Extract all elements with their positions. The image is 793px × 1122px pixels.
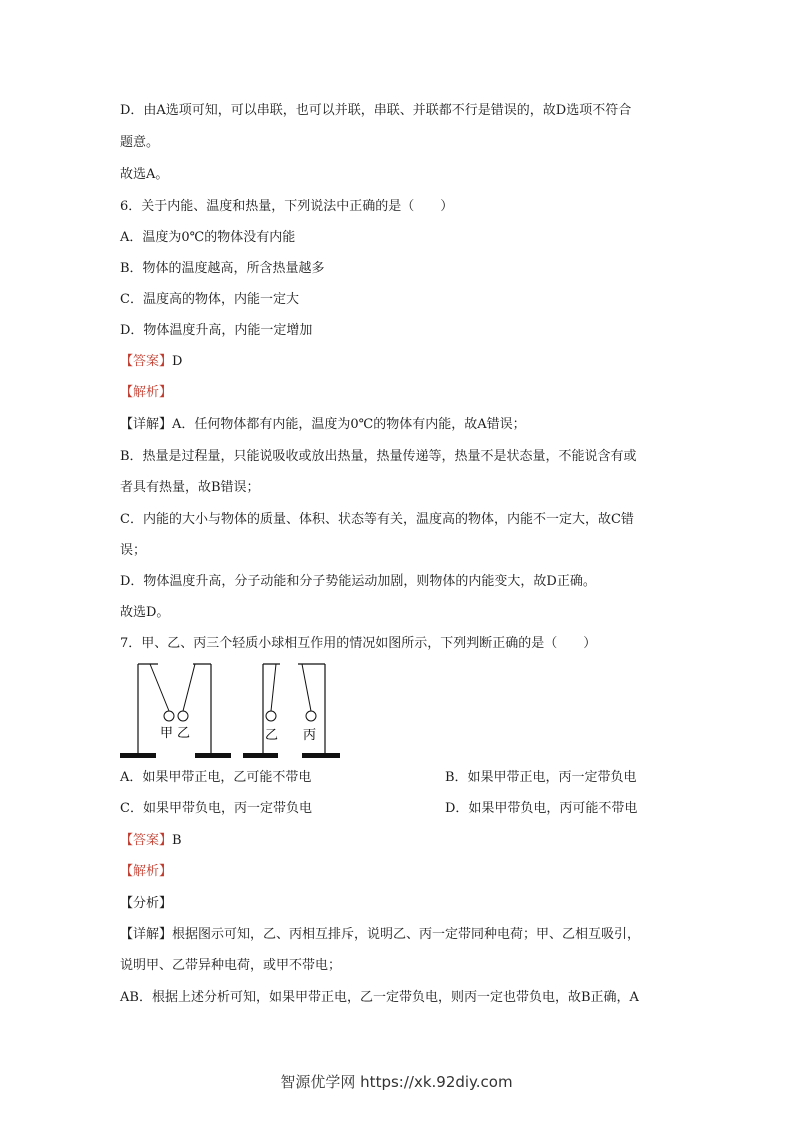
- answer-value: B: [172, 833, 182, 848]
- ball-label-yi: 乙: [177, 726, 191, 741]
- question-6-stem: 6．关于内能、温度和热量，下列说法中正确的是（ ）: [120, 199, 454, 214]
- q6-detail: [120, 416, 526, 434]
- text-line: 误；: [120, 543, 147, 558]
- right-stand: [243, 664, 340, 758]
- q7-option-a: A．如果甲带正电，乙可能不带电: [120, 770, 312, 785]
- left-stand: [120, 664, 231, 758]
- suspended-balls-figure: [118, 660, 350, 764]
- detail-tag: 【详解】: [120, 927, 173, 942]
- q7-option-c: C．如果甲带负电，丙一定带负电: [120, 801, 312, 816]
- q6-option-b: B．物体的温度越高，所含热量越多: [120, 261, 325, 276]
- answer-tag: 【答案】: [120, 833, 173, 848]
- text-line: D．由A选项可知，可以串联，也可以并联，串联、并联都不行是错误的，故D选项不符合: [120, 103, 632, 118]
- q7-answer: [120, 832, 182, 850]
- detail-text: 根据图示可知，乙、丙相互排斥，说明乙、丙一定带同种电荷；甲、乙相互吸引，: [172, 927, 641, 942]
- ball-label-bing: 丙: [303, 728, 317, 743]
- q6-answer: [120, 353, 182, 371]
- answer-value: D: [172, 354, 183, 369]
- q6-option-a: A．温度为0℃的物体没有内能: [120, 230, 296, 245]
- text-line: C．内能的大小与物体的质量、体积、状态等有关，温度高的物体，内能不一定大，故C错: [120, 512, 634, 527]
- detail-tag: 【详解】: [120, 417, 173, 432]
- q7-fenxi-tag: 【分析】: [120, 896, 173, 911]
- q6-option-c: C．温度高的物体，内能一定大: [120, 292, 299, 307]
- text-line: D．物体温度升高，分子动能和分子势能运动加剧，则物体的内能变大，故D正确。: [120, 574, 596, 589]
- text-line: B．热量是过程量，只能说吸收或放出热量，热量传递等，热量不是状态量，不能说含有或: [120, 449, 637, 464]
- text-line: 说明甲、乙带异种电荷，或甲不带电；: [120, 958, 342, 973]
- text-line: 者具有热量，故B错误；: [120, 480, 260, 495]
- text-line: 故选D。: [120, 605, 170, 620]
- answer-tag: 【答案】: [120, 354, 173, 369]
- q7-analysis-tag: 【解析】: [120, 864, 173, 879]
- q6-analysis-tag: 【解析】: [120, 385, 173, 400]
- q7-option-d: D．如果甲带负电，丙可能不带电: [445, 801, 638, 816]
- question-7-stem: 7．甲、乙、丙三个轻质小球相互作用的情况如图所示，下列判断正确的是（ ）: [120, 636, 597, 651]
- ball-label-jia: 甲: [160, 726, 174, 741]
- text-line: 题意。: [120, 135, 160, 150]
- detail-text: A．任何物体都有内能，温度为0℃的物体有内能，故A错误；: [172, 417, 526, 432]
- q7-option-b: B．如果甲带正电，丙一定带负电: [445, 770, 637, 785]
- text-line: 故选A。: [120, 167, 169, 182]
- text-line: AB．根据上述分析可知，如果甲带正电，乙一定带负电，则丙一定也带负电，故B正确，A: [120, 990, 639, 1005]
- q7-detail: [120, 926, 640, 944]
- ball-label-yi: 乙: [265, 728, 279, 743]
- q6-option-d: D．物体温度升高，内能一定增加: [120, 323, 313, 338]
- footer-watermark: 智源优学网 https://xk.92diy.com: [280, 1073, 513, 1091]
